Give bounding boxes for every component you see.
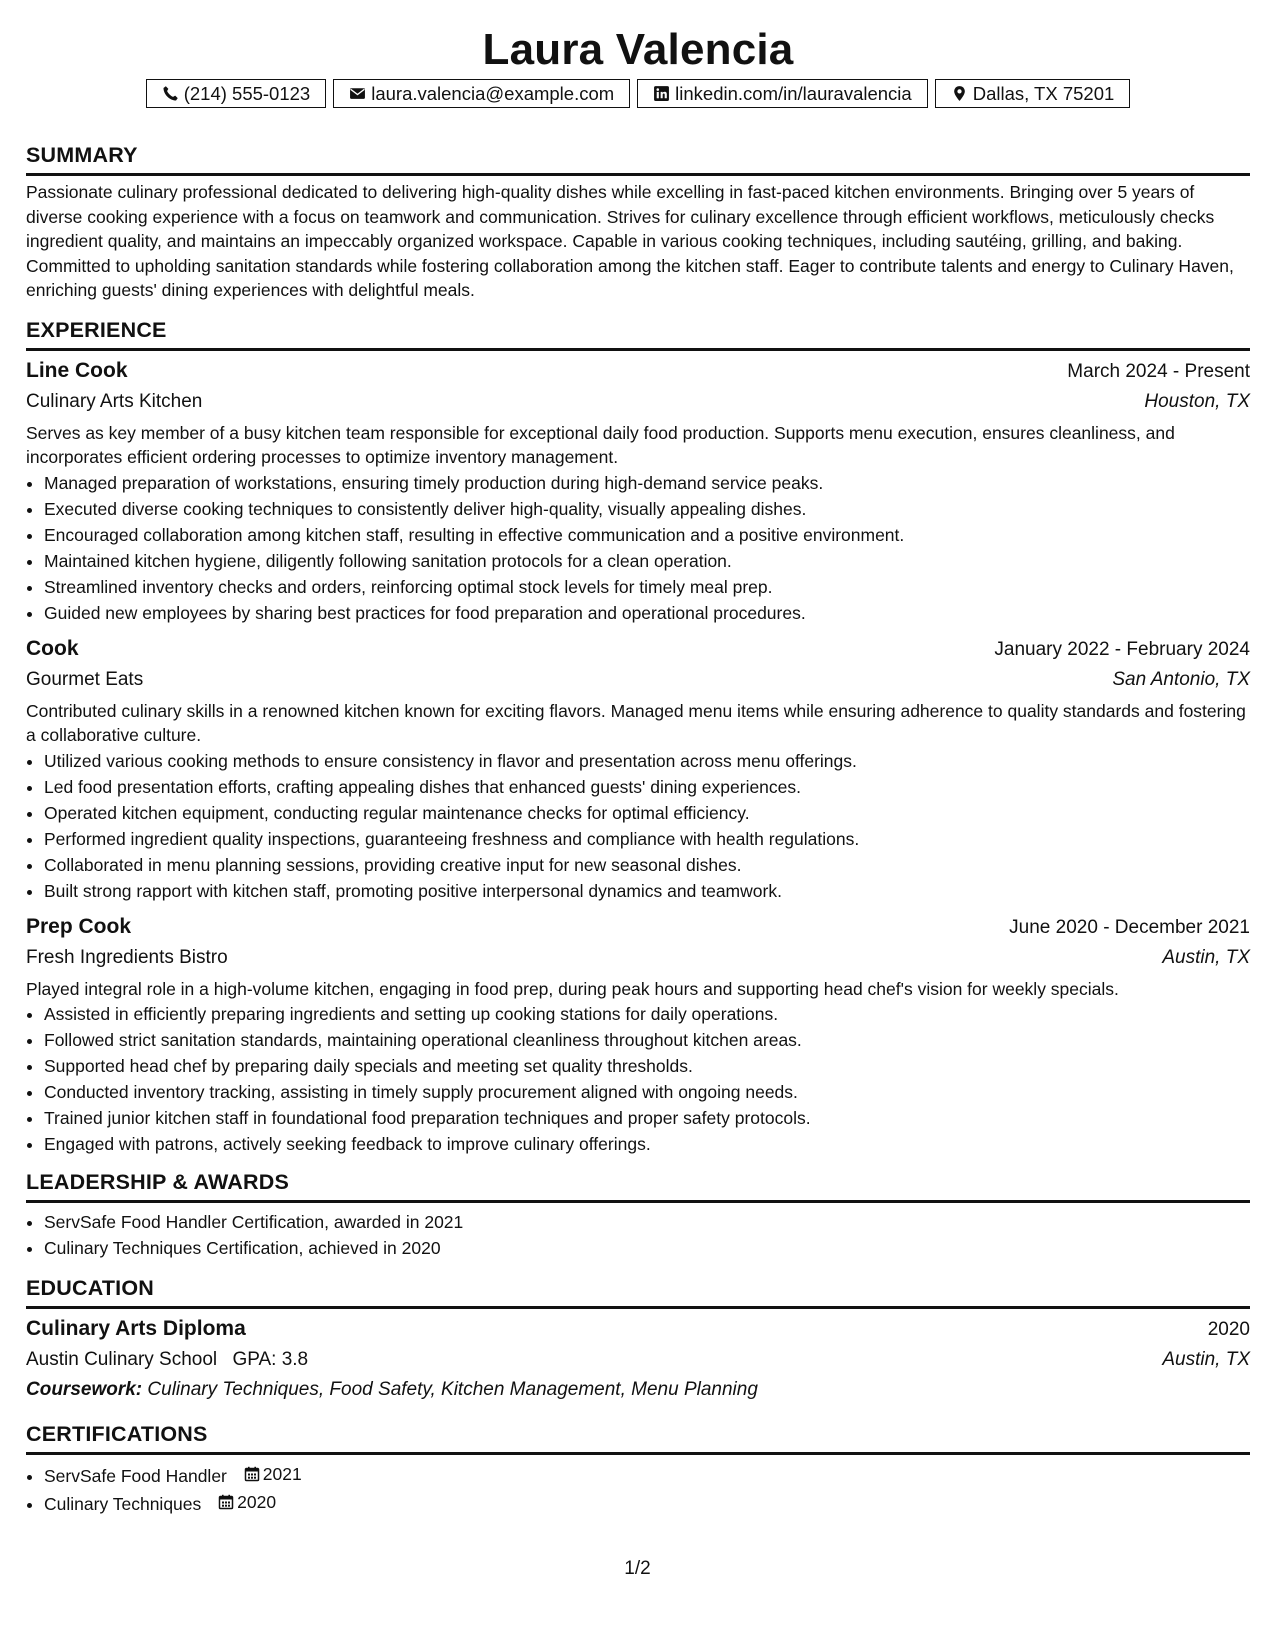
education-section: [26, 1275, 1250, 1405]
email-text: laura.valencia@example.com: [371, 82, 615, 104]
list-item: [44, 1489, 1250, 1517]
contact-location[interactable]: [935, 79, 1131, 108]
summary-section: [26, 142, 1250, 303]
list-item: • Built strong rapport with kitchen staff, promoting positive interpersonal dynamics and teamwork.: [44, 878, 1250, 904]
job-company: Gourmet Eats: [26, 668, 144, 690]
job-entry: [26, 356, 1250, 626]
coursework-list: Culinary Techniques, Food Safety, Kitchen Management, Menu Planning: [147, 1379, 758, 1400]
job-company: Culinary Arts Kitchen: [26, 390, 203, 412]
graduation-year: 2020: [1207, 1319, 1250, 1340]
list-item: • Streamlined inventory checks and orders, reinforcing optimal stock levels for timely meal prep.: [44, 574, 1250, 600]
list-item: • Led food presentation efforts, crafting appealing dishes that enhanced guests' dining experiences.: [44, 774, 1250, 800]
experience-title: EXPERIENCE: [26, 317, 1250, 351]
school-location: Austin, TX: [1162, 1349, 1250, 1370]
list-item: • Performed ingredient quality inspections, guaranteeing freshness and compliance with health regulations.: [44, 826, 1250, 852]
job-description: Played integral role in a high-volume kitchen, engaging in food prep, during peak hours and supporting head chef's vision for weekly specials.: [26, 978, 1119, 999]
coursework-label: Coursework:: [26, 1379, 143, 1400]
cert-year: 2020: [237, 1492, 277, 1512]
list-item: • Guided new employees by sharing best practices for food preparation and operational procedures.: [44, 600, 1250, 626]
leadership-list: [26, 1209, 1250, 1261]
job-company: Fresh Ingredients Bistro: [26, 946, 228, 968]
job-dates: January 2022 - February 2024: [994, 638, 1250, 660]
linkedin-text: linkedin.com/in/lauravalencia: [675, 82, 912, 104]
list-item: • Followed strict sanitation standards, maintaining operational cleanliness throughout kitchen areas.: [44, 1027, 1250, 1053]
job-description: Contributed culinary skills in a renowned kitchen known for exciting flavors. Managed menu items while ensuring adherence to quality standards and fostering a collaborative culture.: [26, 700, 1246, 745]
job-bullets: [26, 470, 1250, 626]
job-location: Austin, TX: [1162, 946, 1250, 968]
job-entry: [26, 912, 1250, 1158]
contact-linkedin[interactable]: [637, 79, 928, 108]
phone-text: (214) 555-0123: [183, 82, 311, 104]
contact-bar: [26, 79, 1250, 108]
resume-page: [26, 0, 1250, 1517]
list-item: • Assisted in efficiently preparing ingredients and setting up cooking stations for daily operations.: [44, 1001, 1250, 1027]
envelope-icon: [349, 85, 366, 102]
job-dates: June 2020 - December 2021: [1009, 916, 1250, 938]
contact-email[interactable]: [333, 79, 630, 108]
leadership-section: [26, 1169, 1250, 1261]
list-item: • Managed preparation of workstations, ensuring timely production during high-demand service peaks.: [44, 470, 1250, 496]
list-item: • Conducted inventory tracking, assisting in timely supply procurement aligned with ongoing needs.: [44, 1079, 1250, 1105]
job-bullets: [26, 748, 1250, 904]
calendar-icon: [218, 1494, 234, 1510]
cert-name: Culinary Techniques: [44, 1494, 202, 1514]
education-title: EDUCATION: [26, 1275, 1250, 1309]
coursework: [26, 1375, 1250, 1405]
cert-year: 2021: [262, 1464, 302, 1484]
job-entry: [26, 634, 1250, 904]
list-item: • Culinary Techniques Certification, achieved in 2020: [44, 1235, 1250, 1261]
certifications-section: [26, 1421, 1250, 1517]
list-item: • Trained junior kitchen staff in foundational food preparation techniques and proper safety protocols.: [44, 1105, 1250, 1131]
location-text: Dallas, TX 75201: [972, 82, 1115, 104]
experience-section: [26, 317, 1250, 1158]
map-pin-icon: [951, 85, 968, 102]
list-item: • Utilized various cooking methods to ensure consistency in flavor and presentation across menu offerings.: [44, 748, 1250, 774]
job-dates: March 2024 - Present: [1067, 360, 1250, 382]
job-title: Line Cook: [26, 358, 128, 382]
certifications-title: CERTIFICATIONS: [26, 1421, 1250, 1455]
school-name: Austin Culinary School: [26, 1349, 218, 1370]
list-item: • Supported head chef by preparing daily specials and meeting set quality thresholds.: [44, 1053, 1250, 1079]
list-item: • ServSafe Food Handler Certification, awarded in 2021: [44, 1209, 1250, 1235]
job-title: Cook: [26, 636, 79, 660]
summary-text: Passionate culinary professional dedicated to delivering high-quality dishes while excelling in fast-paced kitchen environments. Bringing over 5 years of diverse cooking experience with a focus on teamwork and communication. Strives for culinary excellence through efficient workflows, meticulously checks ingredient quality, and maintains an impeccably organized workspace. Capable in various cooking techniques, including sautéing, grilling, and baking. Committed to upholding sanitation standards while fostering collaboration among the kitchen staff. Eager to contribute talents and energy to Culinary Haven, enriching guests' dining experiences with delightful meals.: [26, 182, 1234, 300]
calendar-icon: [244, 1466, 260, 1482]
candidate-name: Laura Valencia: [482, 25, 794, 74]
contact-phone[interactable]: [146, 79, 327, 108]
job-location: Houston, TX: [1144, 390, 1250, 412]
cert-name: ServSafe Food Handler: [44, 1466, 227, 1486]
list-item: • Maintained kitchen hygiene, diligently following sanitation protocols for a clean operation.: [44, 548, 1250, 574]
linkedin-icon: [653, 85, 670, 102]
job-description: Serves as key member of a busy kitchen team responsible for exceptional daily food production. Supports menu execution, ensures cleanliness, and incorporates efficient ordering processes to optimize inventory management.: [26, 422, 1175, 467]
page-number: 1/2: [624, 1558, 651, 1579]
list-item: [44, 1461, 1250, 1489]
list-item: • Engaged with patrons, actively seeking feedback to improve culinary offerings.: [44, 1131, 1250, 1157]
list-item: • Encouraged collaboration among kitchen staff, resulting in effective communication and a positive environment.: [44, 522, 1250, 548]
job-location: San Antonio, TX: [1112, 668, 1250, 690]
list-item: • Collaborated in menu planning sessions, providing creative input for new seasonal dishes.: [44, 852, 1250, 878]
job-bullets: [26, 1001, 1250, 1157]
list-item: • Operated kitchen equipment, conducting regular maintenance checks for optimal efficiency.: [44, 800, 1250, 826]
summary-title: SUMMARY: [26, 142, 1250, 176]
leadership-title: LEADERSHIP & AWARDS: [26, 1169, 1250, 1203]
gpa: GPA: 3.8: [232, 1349, 309, 1370]
list-item: • Executed diverse cooking techniques to consistently deliver high-quality, visually appealing dishes.: [44, 496, 1250, 522]
degree-title: Culinary Arts Diploma: [26, 1317, 246, 1340]
phone-icon: [162, 85, 179, 102]
job-title: Prep Cook: [26, 914, 132, 938]
certifications-list: [26, 1461, 1250, 1517]
